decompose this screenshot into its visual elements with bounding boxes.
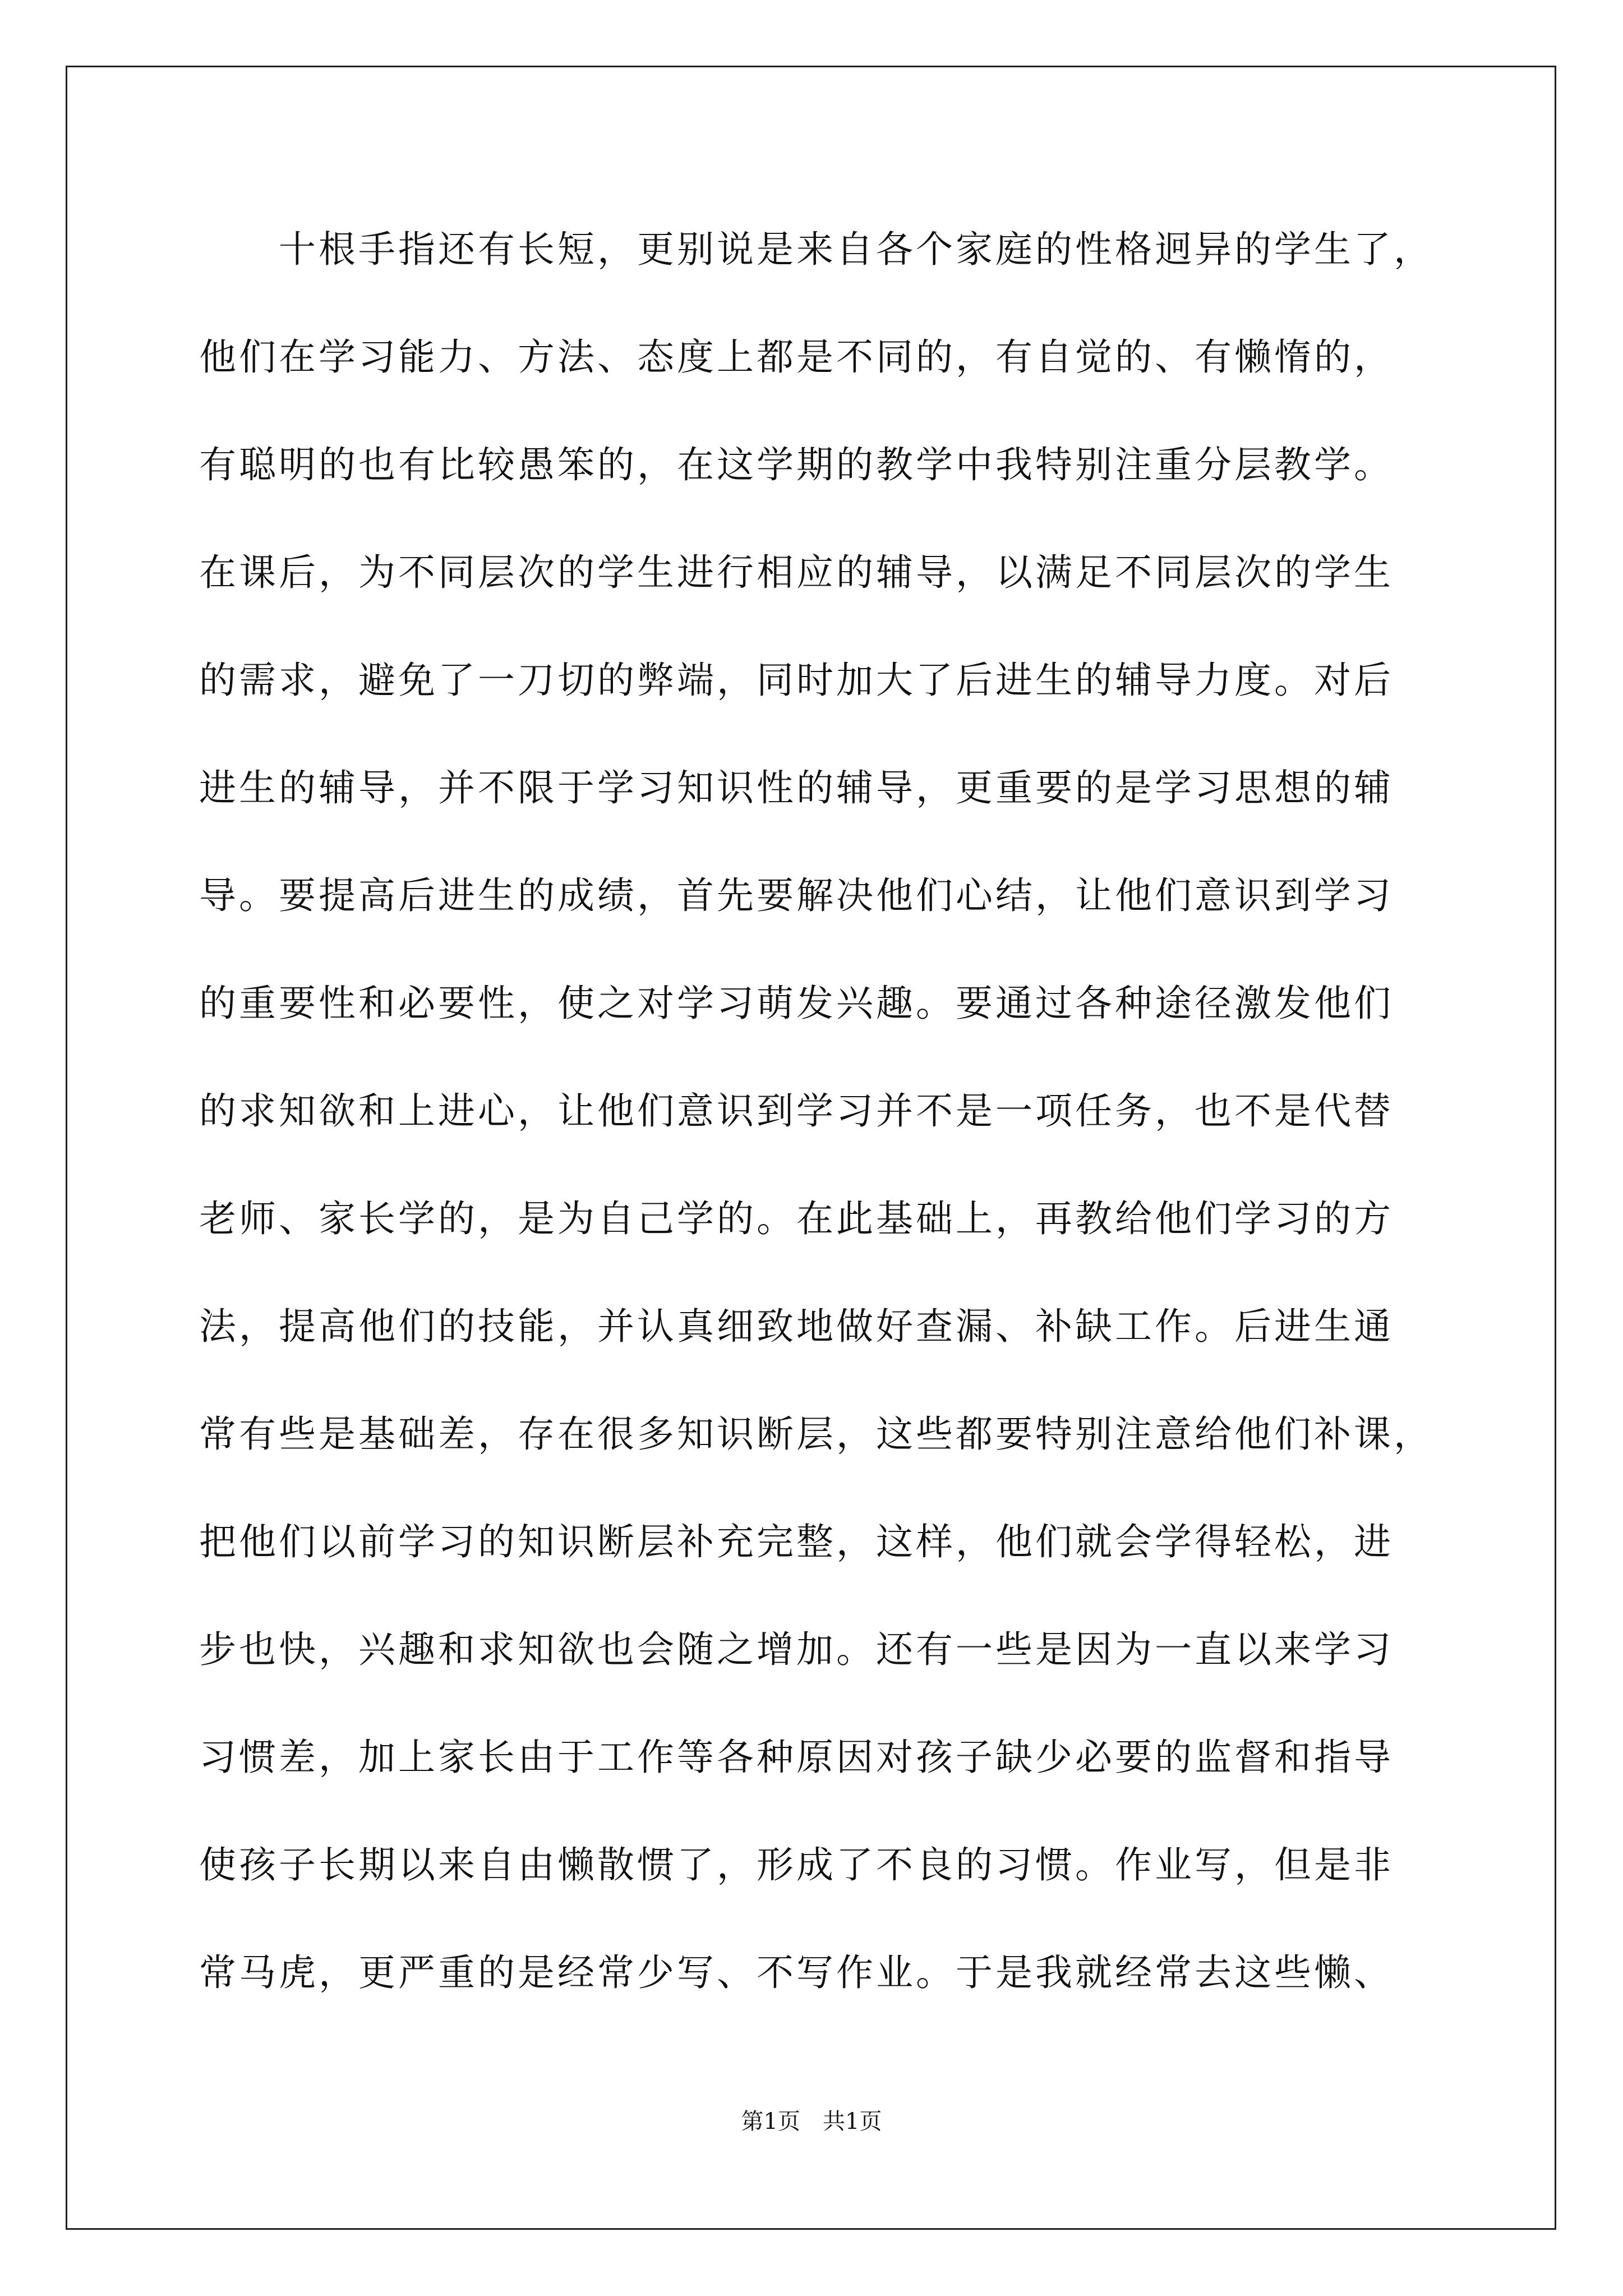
text-line: 导。要提高后进生的成绩，首先要解决他们心结，让他们意识到学习 <box>199 874 1394 917</box>
page-number-footer: 第1页 共1页 <box>741 2109 882 2134</box>
text-line: 十根手指还有长短，更别说是来自各个家庭的性格迥异的学生了， <box>199 228 1433 271</box>
text-line: 的需求，避免了一刀切的弊端，同时加大了后进生的辅导力度。对后 <box>199 659 1394 702</box>
text-line: 有聪明的也有比较愚笨的，在这学期的教学中我特别注重分层教学。 <box>199 443 1394 486</box>
text-line: 把他们以前学习的知识断层补充完整，这样，他们就会学得轻松，进 <box>199 1520 1394 1563</box>
text-line: 使孩子长期以来自由懒散惯了，形成了不良的习惯。作业写，但是非 <box>199 1843 1394 1887</box>
text-line: 进生的辅导，并不限于学习知识性的辅导，更重要的是学习思想的辅 <box>199 766 1394 809</box>
text-line: 步也快，兴趣和求知欲也会随之增加。还有一些是因为一直以来学习 <box>199 1628 1394 1671</box>
document-body <box>199 222 1447 2053</box>
text-line: 常马虎，更严重的是经常少写、不写作业。于是我就经常去这些懒、 <box>199 1951 1394 1994</box>
text-line: 常有些是基础差，存在很多知识断层，这些都要特别注意给他们补课， <box>199 1412 1433 1456</box>
text-line: 的重要性和必要性，使之对学习萌发兴趣。要通过各种途径激发他们 <box>199 982 1394 1025</box>
text-line: 在课后，为不同层次的学生进行相应的辅导，以满足不同层次的学生 <box>199 551 1394 594</box>
text-line: 的求知欲和上进心，让他们意识到学习并不是一项任务，也不是代替 <box>199 1089 1394 1133</box>
text-line: 习惯差，加上家长由于工作等各种原因对孩子缺少必要的监督和指导 <box>199 1736 1394 1779</box>
text-line: 老师、家长学的，是为自己学的。在此基础上，再教给他们学习的方 <box>199 1197 1394 1240</box>
text-line: 法，提高他们的技能，并认真细致地做好查漏、补缺工作。后进生通 <box>199 1305 1394 1348</box>
text-line: 他们在学习能力、方法、态度上都是不同的，有自觉的、有懒惰的， <box>199 335 1394 379</box>
